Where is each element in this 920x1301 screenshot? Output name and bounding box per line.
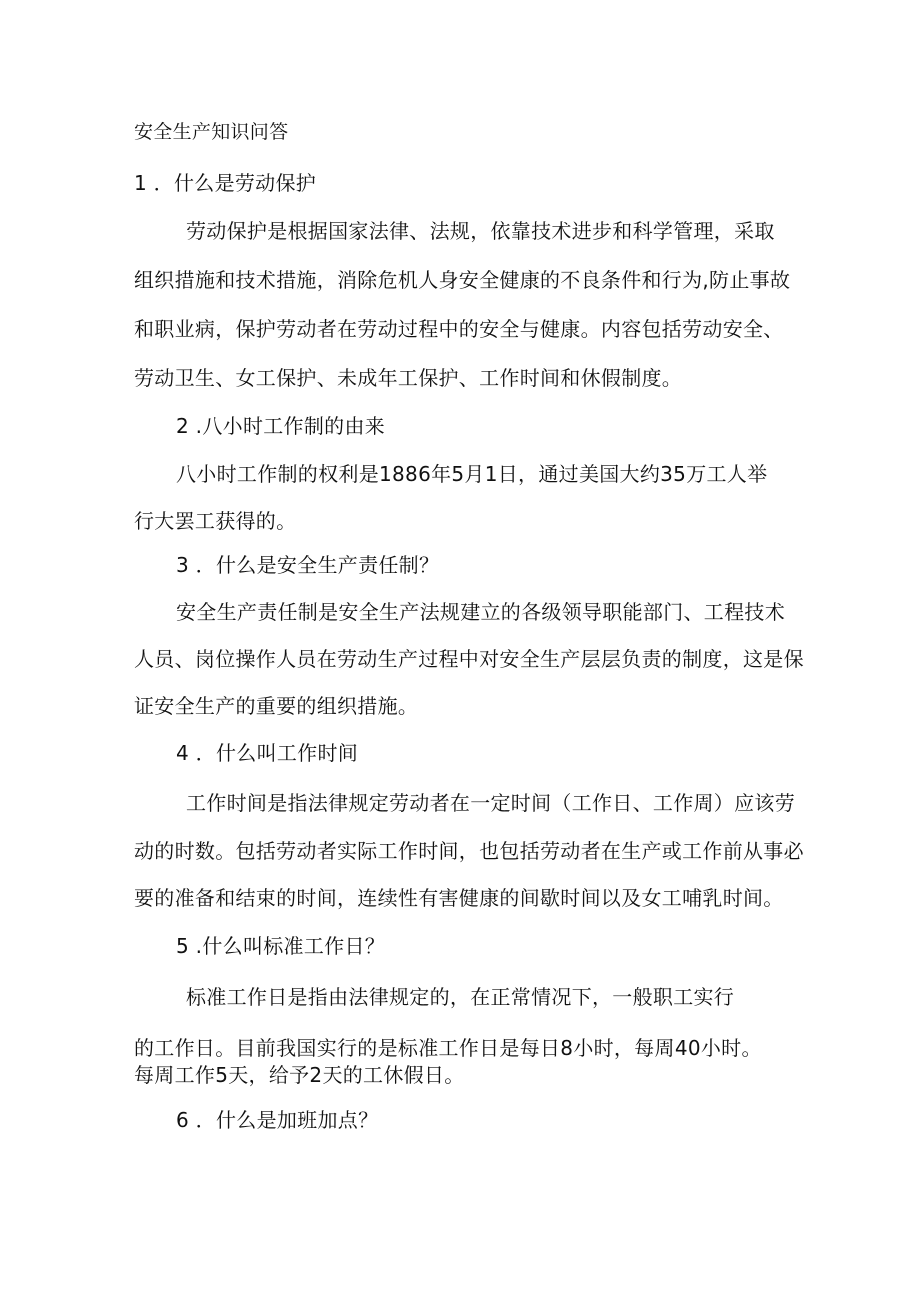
question-3-heading: 3 ．什么是安全生产责任制？ [176,553,440,577]
document-title: 安全生产知识问答 [134,121,289,143]
answer-1-line-2: 组织措施和技术措施，消除危机人身安全健康的不良条件和行为,防止事故 [134,268,791,292]
answer-4-line-3: 要的准备和结束的时间，连续性有害健康的间歇时间以及女工哺乳时间。 [134,886,784,910]
question-6-heading: 6 ．什么是加班加点？ [176,1108,379,1132]
question-2-heading: 2 .八小时工作制的由来 [176,414,386,438]
answer-5-line-3: 每周工作5天，给予2天的工休假日。 [134,1063,465,1087]
answer-2-line-2: 行大罢工获得的。 [134,509,297,533]
question-1-heading: 1 ．什么是劳动保护 [134,171,317,195]
answer-3-line-1: 安全生产责任制是安全生产法规建立的各级领导职能部门、工程技术 [176,600,785,624]
answer-4-line-1: 工作时间是指法律规定劳动者在一定时间（工作日、工作周）应该劳 [186,791,795,815]
answer-1-line-3: 和职业病，保护劳动者在劳动过程中的安全与健康。内容包括劳动安全、 [134,317,784,341]
answer-1-line-1: 劳动保护是根据国家法律、法规，依靠技术进步和科学管理，采取 [186,219,775,243]
answer-4-line-2: 动的时数。包括劳动者实际工作时间，也包括劳动者在生产或工作前从事必 [134,839,804,863]
answer-1-line-4: 劳动卫生、女工保护、未成年工保护、工作时间和休假制度。 [134,366,683,390]
answer-5-line-2: 的工作日。目前我国实行的是标准工作日是每日8小时，每周40小时。 [134,1036,762,1060]
question-4-heading: 4 ．什么叫工作时间 [176,741,359,765]
answer-3-line-3: 证安全生产的重要的组织措施。 [134,694,419,718]
answer-2-line-1: 八小时工作制的权利是1886年5月1日，通过美国大约35万工人举 [176,462,768,486]
answer-3-line-2: 人员、岗位操作人员在劳动生产过程中对安全生产层层负责的制度，这是保 [134,647,804,671]
answer-5-line-1: 标准工作日是指由法律规定的，在正常情况下，一般职工实行 [186,985,735,1009]
question-5-heading: 5 .什么叫标准工作日？ [176,934,386,958]
